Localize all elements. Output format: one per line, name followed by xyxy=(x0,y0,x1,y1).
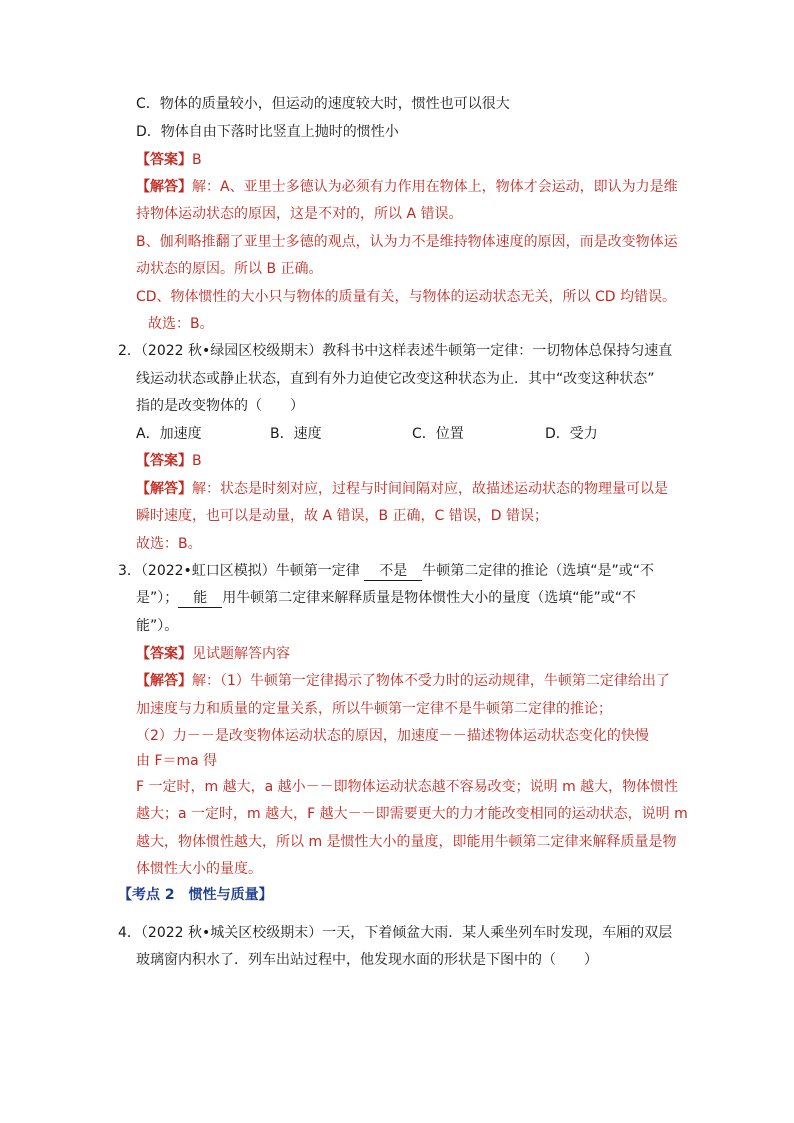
option-d: D．受力 xyxy=(545,426,598,442)
stem-text: 是”）； xyxy=(136,590,179,606)
answer-value: 见试题解答内容 xyxy=(192,646,290,662)
stem-text: 牛顿第二定律的推论（选填“是”或“不 xyxy=(422,563,655,579)
question-4-stem xyxy=(118,924,672,942)
stem-text: （2022 秋•城关区校级期末）一天，下着倾盆大雨．某人乘坐列车时发现，车厢的双层 xyxy=(140,925,673,941)
stem-line: 玻璃窗内积水了．列车出站过程中，他发现水面的形状是下图中的（ ） xyxy=(136,952,598,968)
options-row xyxy=(136,425,598,443)
stem-line: 能”）。 xyxy=(136,618,179,634)
question-number: 2． xyxy=(118,343,141,359)
answer-value: B xyxy=(192,152,202,168)
analysis-line: 动状态的原因。所以 B 正确。 xyxy=(136,261,323,277)
analysis-text: 解：（1）牛顿第一定律揭示了物体不受力时的运动规律，牛顿第二定律给出了 xyxy=(192,673,670,689)
analysis-line: 加速度与力和质量的定量关系，所以牛顿第一定律不是牛顿第二定律的推论； xyxy=(136,701,612,717)
analysis-text: 解：A、亚里士多德认为必须有力作用在物体上，物体才会运动，即认为力是维 xyxy=(192,179,678,195)
analysis-text: 解：状态是时刻对应，过程与时间间隔对应，故描述运动状态的物理量可以是 xyxy=(192,481,668,497)
blank-2: 能 xyxy=(178,589,222,608)
analysis-line: B、伽利略推翻了亚里士多德的观点，认为力不是维持物体速度的原因，而是改变物体运 xyxy=(136,234,678,250)
answer-value: B xyxy=(192,453,202,469)
analysis-line: 瞬时速度，也可以是动量，故 A 错误，B 正确，C 错误，D 错误； xyxy=(136,508,548,524)
stem-line xyxy=(136,589,636,608)
analysis-line xyxy=(136,672,670,690)
conclusion: 故选：B。 xyxy=(148,316,214,332)
answer-row xyxy=(136,645,290,663)
answer-tag: 【答案】 xyxy=(136,453,192,469)
option-c: C．物体的质量较小，但运动的速度较大时，惯性也可以很大 xyxy=(136,96,510,112)
conclusion: 故选：B。 xyxy=(136,536,202,552)
stem-text: 用牛顿第二定律来解释质量是物体惯性大小的量度（选填“能”或“不 xyxy=(222,590,637,606)
blank-1: 不是 xyxy=(364,562,422,581)
analysis-tag: 【解答】 xyxy=(136,179,192,195)
analysis-tag: 【解答】 xyxy=(136,481,192,497)
option-a: A．加速度 xyxy=(136,426,202,442)
analysis-line: F 一定时，m 越大，a 越小－－即物体运动状态越不容易改变；说明 m 越大，物体惯性 xyxy=(136,779,679,795)
answer-tag: 【答案】 xyxy=(136,646,192,662)
option-d: D．物体自由下落时比竖直上抛时的惯性小 xyxy=(136,124,399,140)
question-number: 4． xyxy=(118,925,141,941)
analysis-line: 持物体运动状态的原因，这是不对的，所以 A 错误。 xyxy=(136,206,463,222)
stem-line: 指的是改变物体的（ ） xyxy=(136,398,304,414)
stem-text: （2022•虹口区模拟）牛顿第一定律 xyxy=(140,563,365,579)
section-heading: 【考点 2 惯性与质量】 xyxy=(118,887,273,903)
analysis-line: 由 F＝ma 得 xyxy=(136,753,218,769)
answer-row xyxy=(136,452,202,470)
question-number: 3． xyxy=(118,563,141,579)
stem-text: （2022 秋•绿园区校级期末）教科书中这样表述牛顿第一定律：一切物体总保持匀速直 xyxy=(140,343,673,359)
analysis-line: 体惯性大小的量度。 xyxy=(136,861,262,877)
option-c: C．位置 xyxy=(412,426,464,442)
analysis-line: CD、物体惯性的大小只与物体的质量有关，与物体的运动状态无关，所以 CD 均错误。 xyxy=(136,289,677,305)
option-b: B．速度 xyxy=(270,426,322,442)
analysis-line: 越大；a 一定时，m 越大，F 越大－－即需要更大的力才能改变相同的运动状态，说明 m xyxy=(136,806,688,822)
analysis-line xyxy=(136,178,678,196)
question-3-stem xyxy=(118,562,654,581)
analysis-line: 越大，物体惯性越大，所以 m 是惯性大小的量度，即能用牛顿第二定律来解释质量是物 xyxy=(136,834,677,850)
question-2-stem xyxy=(118,342,672,360)
analysis-line: （2）力－－是改变物体运动状态的原因，加速度－－描述物体运动状态变化的快慢 xyxy=(136,728,649,744)
answer-tag: 【答案】 xyxy=(136,152,192,168)
analysis-line xyxy=(136,480,668,498)
stem-line: 线运动状态或静止状态，直到有外力迫使它改变这种状态为止．其中“改变这种状态” xyxy=(136,371,655,387)
answer-row xyxy=(136,151,202,169)
analysis-tag: 【解答】 xyxy=(136,673,192,689)
